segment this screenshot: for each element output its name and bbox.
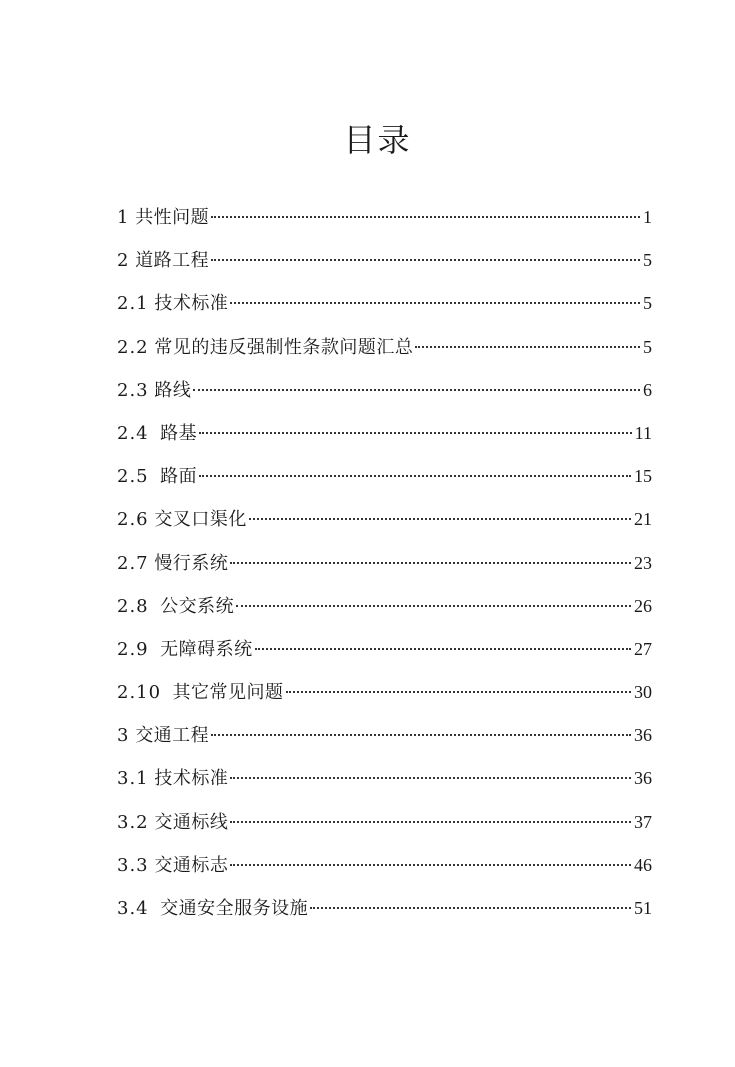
toc-entry-label xyxy=(117,801,228,844)
toc-dot-leader xyxy=(230,562,631,564)
toc-entry-label xyxy=(117,887,308,930)
toc-page-number: 46 xyxy=(634,854,652,875)
toc-entry[interactable] xyxy=(117,282,652,325)
toc-entry-text: 共性问题 xyxy=(135,207,210,228)
toc-entry[interactable] xyxy=(117,455,652,498)
toc-entry-separator xyxy=(161,682,172,703)
toc-entry[interactable] xyxy=(117,671,652,714)
toc-entry-text: 技术标准 xyxy=(154,768,229,790)
toc-entry-number: 2.10 xyxy=(117,682,162,704)
toc-page-number: 21 xyxy=(634,509,652,530)
toc-entry[interactable] xyxy=(117,239,652,282)
toc-entry-label xyxy=(117,844,228,887)
toc-dot-leader xyxy=(310,907,631,909)
toc-entry-text: 其它常见问题 xyxy=(172,682,284,704)
toc-entry-text: 技术标准 xyxy=(154,293,229,315)
toc-entry[interactable] xyxy=(117,412,652,455)
toc-page-number: 26 xyxy=(634,595,652,616)
toc-entry-text: 无障碍系统 xyxy=(160,638,253,660)
toc-entry[interactable] xyxy=(117,714,652,757)
toc-list xyxy=(117,196,652,930)
toc-entry[interactable] xyxy=(117,542,652,585)
toc-page-number: 23 xyxy=(634,552,652,573)
toc-entry-text: 路基 xyxy=(160,422,198,444)
toc-page-number: 11 xyxy=(634,422,652,443)
toc-page-number: 5 xyxy=(643,293,652,314)
toc-page-number: 36 xyxy=(634,768,652,789)
toc-entry-label xyxy=(117,542,228,585)
toc-entry-text: 交通安全服务设施 xyxy=(160,898,309,919)
toc-dot-leader xyxy=(199,475,631,477)
toc-entry-separator xyxy=(149,466,160,487)
toc-entry-label xyxy=(117,671,284,714)
toc-dot-leader xyxy=(236,605,631,607)
toc-entry[interactable] xyxy=(117,844,652,887)
toc-entry-number: 1 xyxy=(117,207,130,228)
toc-page-number: 51 xyxy=(634,898,652,918)
toc-entry-separator xyxy=(149,423,160,444)
toc-dot-leader xyxy=(230,777,631,779)
toc-dot-leader xyxy=(193,389,640,391)
toc-dot-leader xyxy=(415,346,640,348)
toc-entry-label xyxy=(117,585,234,628)
toc-entry-label xyxy=(117,714,209,757)
toc-entry[interactable] xyxy=(117,326,652,369)
toc-entry-number: 2.7 xyxy=(117,552,149,574)
toc-entry-number: 3.1 xyxy=(117,768,149,790)
toc-entry-number: 2.8 xyxy=(117,595,149,617)
toc-entry-label xyxy=(117,757,228,800)
toc-entry-number: 2.9 xyxy=(117,638,149,660)
toc-page-number: 27 xyxy=(634,638,652,659)
toc-page-number: 5 xyxy=(643,336,652,357)
toc-dot-leader xyxy=(249,518,631,520)
toc-entry-number: 2.3 xyxy=(117,379,149,401)
toc-dot-leader xyxy=(199,432,632,434)
toc-entry-number: 2.4 xyxy=(117,422,149,444)
toc-dot-leader xyxy=(211,734,631,736)
toc-entry-text: 路线 xyxy=(154,379,192,401)
toc-entry-text: 公交系统 xyxy=(160,595,235,617)
toc-entry-label xyxy=(117,455,197,498)
toc-dot-leader xyxy=(286,691,631,693)
toc-entry[interactable] xyxy=(117,498,652,541)
toc-entry-text: 路面 xyxy=(160,466,198,488)
toc-page-number: 6 xyxy=(643,379,652,400)
toc-entry-text: 交通标线 xyxy=(154,811,229,833)
toc-entry-number: 3 xyxy=(117,725,130,747)
toc-entry-number: 2.2 xyxy=(117,336,149,358)
toc-entry-number: 2.1 xyxy=(117,293,149,315)
toc-page-number: 36 xyxy=(634,725,652,746)
toc-entry-label xyxy=(117,196,209,239)
toc-entry-text: 交通工程 xyxy=(135,725,210,747)
toc-entry-label xyxy=(117,282,228,325)
toc-entry-label xyxy=(117,498,247,541)
toc-entry-number: 2.6 xyxy=(117,509,149,531)
toc-dot-leader xyxy=(230,821,631,823)
toc-entry[interactable] xyxy=(117,628,652,671)
toc-entry-text: 慢行系统 xyxy=(154,552,229,574)
toc-entry[interactable] xyxy=(117,196,652,239)
toc-dot-leader xyxy=(230,302,640,304)
toc-page-number: 30 xyxy=(634,682,652,703)
toc-entry-text: 交通标志 xyxy=(154,854,229,876)
toc-entry-number: 2.5 xyxy=(117,466,149,488)
toc-dot-leader xyxy=(230,864,631,866)
toc-entry-text: 常见的违反强制性条款问题汇总 xyxy=(154,336,414,358)
toc-entry-separator xyxy=(149,898,160,919)
toc-entry-separator xyxy=(149,596,160,617)
toc-entry-label xyxy=(117,326,413,369)
toc-title: 目录 xyxy=(343,121,412,159)
toc-page-number: 37 xyxy=(634,811,652,832)
toc-entry[interactable] xyxy=(117,801,652,844)
toc-entry-label xyxy=(117,239,209,282)
toc-entry-text: 道路工程 xyxy=(135,250,210,272)
toc-dot-leader xyxy=(211,216,640,218)
toc-page-number: 5 xyxy=(643,250,652,271)
toc-entry[interactable] xyxy=(117,369,652,412)
toc-entry-number: 3.2 xyxy=(117,811,149,833)
toc-entry-label xyxy=(117,369,191,412)
toc-entry[interactable] xyxy=(117,757,652,800)
toc-entry-number: 3.4 xyxy=(117,898,149,919)
toc-entry-text: 交叉口渠化 xyxy=(154,509,247,531)
toc-dot-leader xyxy=(211,259,640,261)
toc-entry-label xyxy=(117,412,197,455)
toc-entry[interactable] xyxy=(117,585,652,628)
toc-entry-number: 3.3 xyxy=(117,854,149,876)
toc-dot-leader xyxy=(255,648,631,650)
toc-entry-separator xyxy=(149,639,160,660)
toc-entry[interactable] xyxy=(117,887,652,930)
toc-entry-number: 2 xyxy=(117,250,130,272)
toc-entry-label xyxy=(117,628,253,671)
toc-page-number: 15 xyxy=(634,466,652,487)
toc-page-number: 1 xyxy=(643,207,652,227)
